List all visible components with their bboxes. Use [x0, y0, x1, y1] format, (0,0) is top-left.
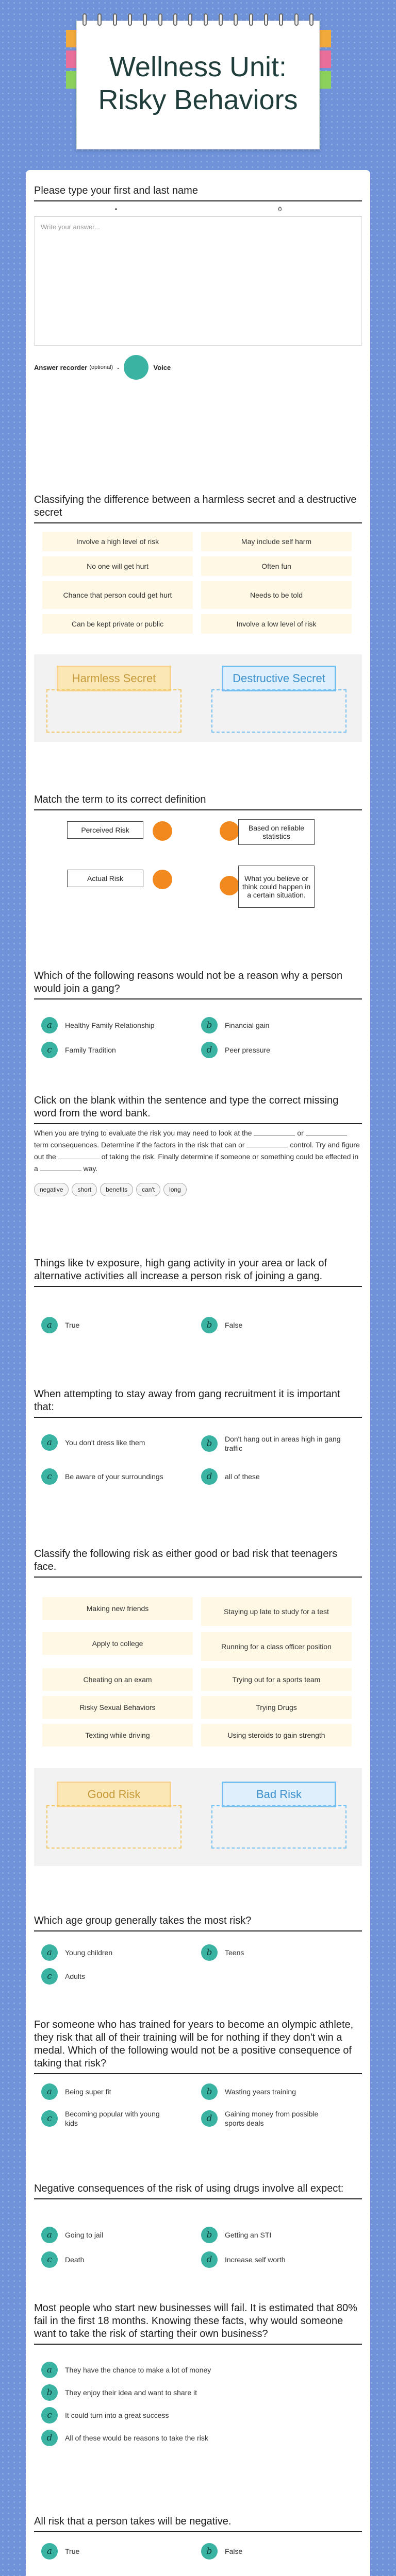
option-text: Adults — [65, 1972, 85, 1980]
option-d[interactable] — [41, 2430, 208, 2446]
question-fill-blanks — [34, 1094, 362, 1196]
match-connector[interactable] — [153, 870, 172, 889]
option-text: Young children — [65, 1948, 113, 1957]
question-name — [34, 184, 362, 380]
bucket-label: Destructive Secret — [222, 666, 336, 691]
question-secrets — [34, 494, 362, 523]
question-match — [34, 793, 362, 810]
blank-input[interactable] — [246, 1140, 288, 1147]
sort-item[interactable]: No one will get hurt — [42, 556, 193, 576]
option-letter: b — [201, 1435, 218, 1452]
option-letter: a — [41, 2083, 58, 2100]
divider — [34, 1417, 362, 1418]
sort-item[interactable]: Risky Sexual Behaviors — [42, 1696, 193, 1719]
question-title: Negative consequences of the risk of using drugs involve all expect: — [34, 2183, 344, 2194]
question-title: Which age group generally takes the most risk? — [34, 1915, 252, 1926]
match-definition[interactable]: Based on reliable statistics — [238, 819, 315, 845]
option-letter: a — [41, 2362, 58, 2378]
sticky-tab — [66, 71, 77, 89]
option-a[interactable] — [41, 1434, 184, 1451]
option-b[interactable] — [201, 1317, 242, 1333]
question-drug-consequences — [34, 2182, 362, 2199]
sort-item[interactable]: Involve a high level of risk — [42, 532, 193, 551]
option-text: Financial gain — [225, 1021, 270, 1029]
question-title: Most people who start new businesses will fail. It is estimated that 80% fail in the first 18 months. Knowing these facts, why would someone want to take the risk of starting their own business? — [34, 2302, 357, 2340]
option-text: all of these — [225, 1472, 260, 1481]
question-title: Things like tv exposure, high gang activity in your area or lack of alternative activities all increase a person risk of joining a gang. — [34, 1258, 327, 1282]
bucket-destructive[interactable] — [206, 659, 352, 737]
option-letter: d — [201, 2110, 218, 2127]
toolbar-count[interactable]: 0 — [278, 205, 282, 213]
format-toolbar[interactable] — [34, 201, 362, 217]
answer-recorder: Answer recorder (optional) - Voice — [34, 355, 362, 380]
worksheet — [26, 170, 370, 2576]
sticky-tab — [66, 50, 77, 68]
question-business — [34, 2302, 362, 2345]
option-d[interactable] — [201, 1468, 260, 1485]
toolbar-bullet[interactable]: • — [114, 205, 118, 213]
option-b[interactable] — [201, 1944, 244, 1961]
option-a[interactable] — [41, 2083, 111, 2100]
option-letter: b — [201, 2083, 218, 2100]
divider — [34, 522, 362, 523]
option-b[interactable] — [201, 2083, 296, 2100]
option-c[interactable] — [41, 1968, 85, 1985]
divider — [34, 2073, 362, 2074]
sort-item[interactable]: Chance that person could get hurt — [42, 581, 193, 609]
option-text: Peer pressure — [225, 1046, 270, 1054]
drop-zone[interactable] — [211, 689, 346, 733]
option-letter: d — [201, 1468, 218, 1485]
option-d[interactable] — [201, 2109, 333, 2128]
option-c[interactable] — [41, 2109, 168, 2128]
word-bank — [34, 1183, 362, 1196]
recorder-label: Answer recorder — [34, 363, 88, 371]
option-letter: d — [201, 2251, 218, 2268]
match-connector[interactable] — [220, 821, 239, 841]
divider — [34, 1577, 362, 1578]
option-text: Healthy Family Relationship — [65, 1021, 155, 1029]
option-letter: c — [41, 1042, 58, 1058]
divider — [34, 2198, 362, 2199]
option-text: Teens — [225, 1948, 244, 1957]
sort-item[interactable]: Making new friends — [42, 1597, 193, 1620]
option-a[interactable] — [41, 1317, 79, 1333]
question-title: Click on the blank within the sentence and type the correct missing word from the word bank. — [34, 1095, 339, 1119]
option-text: It could turn into a great success — [65, 2411, 169, 2419]
question-title: Classifying the difference between a harmless secret and a destructive secret — [34, 494, 357, 518]
question-gang-avoid — [34, 1388, 362, 1418]
sticky-tab — [320, 71, 331, 89]
divider — [34, 2344, 362, 2345]
answer-textarea[interactable] — [34, 217, 362, 346]
option-letter: a — [41, 1944, 58, 1961]
option-text: Don't hang out in areas high in gang traffic — [225, 1435, 341, 1452]
passage-text: way. — [83, 1164, 98, 1173]
option-text: Family Tradition — [65, 1046, 116, 1054]
sort-item[interactable]: Involve a low level of risk — [201, 614, 352, 634]
question-title: Which of the following reasons would not be a reason why a person would join a gang? — [34, 970, 343, 994]
page-title: Wellness Unit: Risky Behaviors — [98, 52, 298, 115]
divider — [34, 1286, 362, 1287]
option-b[interactable] — [201, 2227, 271, 2243]
match-connector[interactable] — [220, 876, 239, 895]
question-title: Match the term to its correct definition — [34, 794, 206, 805]
question-title: Classify the following risk as either good or bad risk that teenagers face. — [34, 1548, 338, 1572]
sort-item[interactable]: Trying Drugs — [201, 1696, 352, 1719]
sort-item[interactable]: Needs to be told — [201, 581, 352, 609]
question-gang-join — [34, 970, 362, 999]
word-chip[interactable]: negative — [34, 1183, 69, 1196]
passage-text: or — [297, 1129, 304, 1137]
sort-item[interactable]: Trying out for a sports team — [201, 1668, 352, 1691]
recorder-optional: (optional) — [89, 364, 113, 370]
option-text: True — [65, 2547, 80, 2555]
option-text: True — [65, 1321, 80, 1329]
option-c[interactable] — [41, 2407, 169, 2424]
option-letter: d — [201, 1042, 218, 1058]
option-letter: b — [201, 2227, 218, 2243]
divider — [34, 809, 362, 810]
question-title: Please type your first and last name — [34, 185, 198, 196]
option-c[interactable] — [41, 2251, 84, 2268]
drop-zone[interactable] — [46, 1805, 182, 1849]
option-text: All of these would be reasons to take the risk — [65, 2434, 208, 2442]
option-text: False — [225, 1321, 243, 1329]
sort-item[interactable]: Texting while driving — [42, 1724, 193, 1747]
bucket-label: Bad Risk — [222, 1782, 336, 1807]
option-letter: c — [41, 2251, 58, 2268]
voice-label: Voice — [153, 363, 171, 371]
bucket-bad-risk[interactable] — [206, 1775, 352, 1853]
question-all-negative — [34, 2515, 362, 2532]
blank-input[interactable] — [254, 1128, 295, 1136]
bucket-label: Harmless Secret — [57, 666, 171, 691]
option-letter: a — [41, 2227, 58, 2243]
option-text: Being super fit — [65, 2088, 111, 2096]
option-a[interactable] — [41, 1017, 155, 1033]
sort-item[interactable]: Using steroids to gain strength — [201, 1724, 352, 1747]
option-text: Wasting years training — [225, 2088, 296, 2096]
question-title: When attempting to stay away from gang recruitment it is important that: — [34, 1388, 340, 1413]
option-text: Gaining money from possible sports deals — [225, 2110, 319, 2127]
title-notebook — [62, 9, 334, 164]
question-title: All risk that a person takes will be negative. — [34, 2516, 232, 2527]
sort-item[interactable]: Often fun — [201, 556, 352, 576]
option-letter: c — [41, 2110, 58, 2127]
option-letter: c — [41, 1468, 58, 1485]
option-letter: b — [201, 1317, 218, 1333]
sort-item[interactable]: Can be kept private or public — [42, 614, 193, 634]
option-letter: a — [41, 1434, 58, 1451]
option-c[interactable] — [41, 1468, 168, 1485]
match-definition[interactable]: What you believe or think could happen in a certain situation. — [238, 866, 315, 908]
sort-item[interactable]: Cheating on an exam — [42, 1668, 193, 1691]
option-text: They have the chance to make a lot of money — [65, 2366, 211, 2374]
divider — [34, 1123, 362, 1124]
bucket-harmless[interactable] — [41, 659, 187, 737]
question-good-bad-risk — [34, 1548, 362, 1578]
option-letter: c — [41, 1968, 58, 1985]
passage-text: of taking the risk. Finally determine if someone or something could be effected in a — [34, 1153, 359, 1173]
sort-item[interactable]: May include self harm — [201, 532, 352, 551]
sticky-tab — [320, 30, 331, 47]
option-text: Becoming popular with young kids — [65, 2110, 160, 2127]
option-letter: c — [41, 2407, 58, 2424]
word-chip[interactable]: short — [72, 1183, 97, 1196]
option-text: False — [225, 2547, 243, 2555]
divider — [34, 998, 362, 999]
option-letter: a — [41, 2543, 58, 2560]
option-text: They enjoy their idea and want to share it — [65, 2388, 197, 2397]
sticky-tab — [320, 50, 331, 68]
option-d[interactable] — [201, 1042, 270, 1058]
option-text: Be aware of your surroundings — [65, 1472, 163, 1481]
divider — [34, 1930, 362, 1931]
sort-item[interactable]: Staying up late to study for a test — [201, 1597, 352, 1626]
word-chip[interactable]: can't — [136, 1183, 160, 1196]
divider — [34, 2531, 362, 2532]
option-b[interactable] — [201, 2543, 242, 2560]
blank-input[interactable] — [40, 1164, 81, 1171]
option-text: Death — [65, 2256, 85, 2264]
blank-input[interactable] — [58, 1152, 100, 1159]
record-voice-button[interactable] — [124, 355, 148, 380]
passage-text: term consequences. Determine if the factors in the risk that can or — [34, 1141, 245, 1149]
option-letter: b — [201, 2543, 218, 2560]
question-age-group — [34, 1914, 362, 1931]
match-connector[interactable] — [153, 821, 172, 841]
sticky-tab — [66, 30, 77, 47]
match-term[interactable]: Perceived Risk — [67, 821, 143, 839]
passage-text: When you are trying to evaluate the risk you may need to look at the — [34, 1129, 252, 1137]
option-letter: b — [201, 1017, 218, 1033]
option-text: Increase self worth — [225, 2256, 286, 2264]
question-gang-risk — [34, 1257, 362, 1287]
option-b[interactable] — [201, 1434, 343, 1453]
bucket-label: Good Risk — [57, 1782, 171, 1807]
option-text: You don't dress like them — [65, 1438, 145, 1447]
option-a[interactable] — [41, 2362, 211, 2378]
sort-item[interactable]: Apply to college — [42, 1632, 193, 1655]
drop-zone[interactable] — [211, 1805, 346, 1849]
cloze-passage — [34, 1127, 362, 1175]
option-letter: b — [201, 1944, 218, 1961]
sort-item[interactable]: Running for a class officer position — [201, 1632, 352, 1661]
blank-input[interactable] — [306, 1128, 347, 1136]
option-a[interactable] — [41, 1944, 112, 1961]
option-letter: d — [41, 2430, 58, 2446]
option-d[interactable] — [201, 2251, 286, 2268]
option-b[interactable] — [41, 2384, 197, 2401]
option-letter: a — [41, 1017, 58, 1033]
notebook-rings — [82, 13, 314, 27]
question-olympic — [34, 2019, 362, 2074]
word-chip[interactable]: long — [163, 1183, 187, 1196]
option-a[interactable] — [41, 2543, 79, 2560]
option-a[interactable] — [41, 2227, 103, 2243]
word-chip[interactable]: benefits — [100, 1183, 133, 1196]
drop-zone[interactable] — [46, 689, 182, 733]
option-letter: b — [41, 2384, 58, 2401]
question-title: For someone who has trained for years to become an olympic athlete, they risk that all of their training will be for nothing if they don't win a medal. Which of the following would not be a positive consequence of taking that risk? — [34, 2019, 354, 2069]
match-term[interactable]: Actual Risk — [67, 870, 143, 887]
option-letter: a — [41, 1317, 58, 1333]
option-b[interactable] — [201, 1017, 269, 1033]
option-c[interactable] — [41, 1042, 116, 1058]
option-text: Getting an STI — [225, 2231, 272, 2239]
option-text: Going to jail — [65, 2231, 103, 2239]
bucket-good-risk[interactable] — [41, 1775, 187, 1853]
passage-text: control. Try and figure out the — [34, 1141, 360, 1161]
answer-placeholder: Write your answer... — [41, 223, 100, 231]
